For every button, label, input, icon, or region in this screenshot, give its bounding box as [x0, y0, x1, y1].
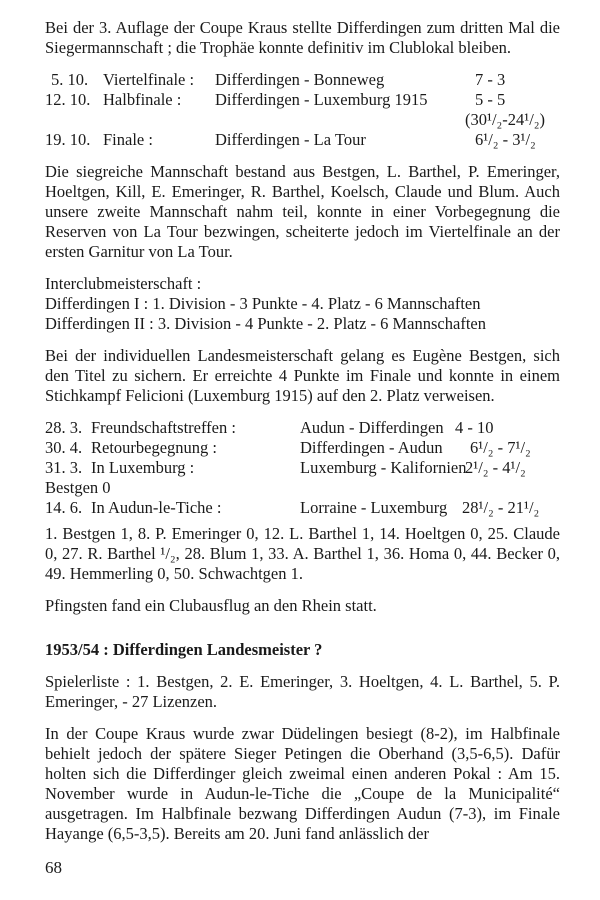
friendly-score: 2¹/₂ - 4¹/₂ — [465, 458, 526, 477]
result-date: 5. 10. — [51, 70, 89, 89]
friendly-score: 28¹/₂ - 21¹/₂ — [462, 498, 540, 517]
interclub-label: Interclubmeisterschaft : — [45, 274, 202, 293]
result-round: Viertelfinale : — [103, 70, 195, 89]
friendly-results-table — [45, 418, 560, 518]
friendly-date: 30. 4. — [45, 438, 83, 457]
friendly-note-row — [45, 478, 560, 498]
friendly-row — [45, 438, 560, 458]
board-results-paragraph: 1. Bestgen 1, 8. P. Emeringer 0, 12. L. Barthel 1, 14. Hoeltgen 0, 25. Claude 0, 27. R. Barthel ¹/₂, 28. Blum 1, 33. A. Barthel 1, 36. Homa 0, 44. Becker 0, 49. Hemmerling 0, 50. Schwachtgen 1. — [45, 524, 560, 583]
friendly-event: Freundschaftstreffen : — [91, 418, 236, 437]
interclub-line: Differdingen II : 3. Division - 4 Punkte - 2. Platz - 6 Mannschaften — [45, 314, 486, 333]
friendly-row — [45, 418, 560, 438]
result-score: 5 - 5 — [475, 90, 506, 109]
friendly-event: Retourbegegnung : — [91, 438, 218, 457]
result-row — [45, 90, 560, 110]
friendly-match: Differdingen - Audun — [300, 438, 443, 457]
friendly-date: 14. 6. — [45, 498, 83, 517]
result-round: Halbfinale : — [103, 90, 182, 109]
result-match: Differdingen - Luxemburg 1915 — [215, 90, 428, 109]
result-score: 6¹/₂ - 3¹/₂ — [475, 130, 536, 149]
friendly-score: 4 - 10 — [455, 418, 494, 437]
team-paragraph: Die siegreiche Mannschaft bestand aus Bestgen, L. Barthel, P. Emeringer, Hoeltgen, Kill, E. Emeringer, R. Barthel, Koelsch, Claude und Blum. Auch unsere zweite Mannschaft nahm teil, konnte in einer Vorbegegnung die Reserven von La Tour bezwingen, scheiterte jedoch im Viertelfinale an der ersten Garnitur von La Tour. — [45, 162, 560, 261]
coupe-paragraph: In der Coupe Kraus wurde zwar Düdelingen besiegt (8-2), im Halbfinale behielt jedoch der spätere Sieger Petingen die Oberhand (3,5-6,5). Dafür holten sich die Differdinger gleich zweimal einen anderen Pokal : Am 15. November wurde in Audun-le-Tiche die „Coupe de la Municipalité“ ausgetragen. Im Halbfinale bezwang Differdingen Audun (7-3), im Finale Hayange (6,5-3,5). Bereits am 20. Juni fand anlässlich der — [45, 724, 560, 843]
spielerliste-paragraph: Spielerliste : 1. Bestgen, 2. E. Emeringer, 3. Hoeltgen, 4. L. Barthel, 5. P. Emeringer, - 27 Lizenzen. — [45, 672, 560, 711]
coupe-results-table — [45, 70, 560, 150]
friendly-match: Luxemburg - Kalifornien — [300, 458, 467, 477]
result-row — [45, 70, 560, 90]
friendly-match: Audun - Differdingen — [300, 418, 444, 437]
result-row — [45, 130, 560, 150]
interclub-line: Differdingen I : 1. Division - 3 Punkte - 4. Platz - 6 Mannschaften — [45, 294, 481, 313]
result-round: Finale : — [103, 130, 153, 149]
friendly-score: 6¹/₂ - 7¹/₂ — [470, 438, 531, 457]
result-match: Differdingen - Bonneweg — [215, 70, 385, 89]
friendly-event: In Luxemburg : — [91, 458, 195, 477]
page-content — [45, 18, 560, 844]
result-date: 12. 10. — [45, 90, 91, 109]
friendly-row — [45, 498, 560, 518]
page-number: 68 — [45, 858, 62, 877]
result-match: Differdingen - La Tour — [215, 130, 366, 149]
friendly-date: 31. 3. — [45, 458, 83, 477]
intro-paragraph: Bei der 3. Auflage der Coupe Kraus stellte Differdingen zum dritten Mal die Siegermannschaft ; die Trophäe konnte definitiv im Clublokal bleiben. — [45, 18, 560, 57]
result-score: 7 - 3 — [475, 70, 506, 89]
individual-paragraph: Bei der individuellen Landesmeisterschaft gelang es Eugène Bestgen, sich den Titel zu sichern. Er erreichte 4 Punkte im Finale und konnte in einem Stichkampf Felicioni (Luxemburg 1915) auf den 2. Platz verweisen. — [45, 346, 560, 405]
section-heading: 1953/54 : Differdingen Landesmeister ? — [45, 640, 323, 659]
pfingsten-paragraph: Pfingsten fand ein Clubausflug an den Rhein statt. — [45, 596, 377, 615]
friendly-match: Lorraine - Luxemburg — [300, 498, 448, 517]
friendly-date: 28. 3. — [45, 418, 83, 437]
friendly-event: In Audun-le-Tiche : — [91, 498, 222, 517]
result-extra-row — [45, 110, 560, 130]
friendly-row — [45, 458, 560, 478]
result-extra: (30¹/₂-24¹/₂) — [465, 110, 546, 129]
bestgen-zero: Bestgen 0 — [45, 478, 111, 497]
result-date: 19. 10. — [45, 130, 91, 149]
